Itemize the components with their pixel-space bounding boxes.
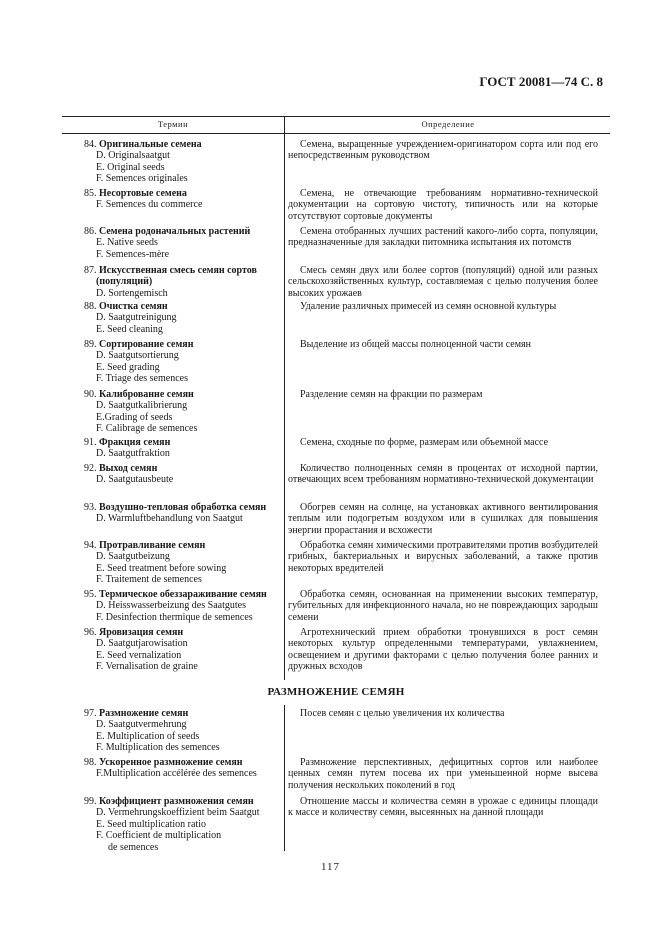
definition-96: Агротехнический прием обработки тронувшихся в рост семян некоторых культур определенными температурами, увлажнением, освещением и другими факторами с целью получения более ранних и дружных всходов [288, 627, 598, 673]
term-entry-87: 87. Искусственная смесь семян сортов (популяций) D. Sortengemisch [84, 265, 257, 299]
term-entry-91: 91. Фракция семян D. Saatgutfraktion [84, 437, 171, 460]
term-name: Сортирование семян [99, 339, 194, 350]
term-name: Семена родоначальных растений [99, 226, 251, 237]
definition-93: Обогрев семян на солнце, на установках активного вентилирования теплым или подогретым воздухом или в сушилках для повышения энергии прорастания и всхожести [288, 502, 598, 536]
column-divider-lower [284, 705, 285, 851]
definition-85: Семена, не отвечающие требованиям нормативно-технической документации на сортовую чистоту, типичность или на которые отсутствуют сортовые документы [288, 188, 598, 222]
definition-94: Обработка семян химическими протравителями против возбудителей грибных, бактериальных и вирусных заболеваний, а также против некоторых вредителей [288, 540, 598, 574]
term-entry-89: 89. Сортирование семян D. Saatgutsortierung E. Seed grading F. Triage des semences [84, 339, 194, 385]
table-header [62, 116, 610, 134]
term-name: Ускоренное размножение семян [99, 757, 243, 768]
term-entry-95: 95. Термическое обеззараживание семян D. Heisswasserbeizung des Saatgutes F. Desinfection thermique de semences [84, 589, 267, 623]
definition-97: Посев семян с целью увеличения их количества [300, 708, 505, 719]
term-name: Оригинальные семена [99, 139, 202, 150]
definition-90: Разделение семян на фракции по размерам [300, 389, 483, 400]
definition-column-header: Определение [421, 119, 475, 129]
term-name: Яровизация семян [99, 627, 184, 638]
term-entry-93: 93. Воздушно-тепловая обработка семян D. Warmluftbehandlung von Saatgut [84, 502, 267, 525]
term-name: Коэффициент размножения семян [99, 796, 254, 807]
term-entry-90: 90. Калиброванне семян D. Saatgutkalibrierung E.Grading of seeds F. Calibrage de semences [84, 389, 198, 435]
term-name: Воздушно-тепловая обработка семян [99, 502, 267, 513]
term-entry-99: 99. Коэффициент размножения семян D. Vermehrungskoeffizient beim Saatgut E. Seed multiplication ratio F. Coefficient de multiplication de semences [84, 796, 260, 853]
definition-99: Отношение массы и количества семян в урожае с единицы площади к массе и количеству семян, высеянных на данной площади [288, 796, 598, 819]
term-entry-88: 88. Очистка семян D. Saatgutreinigung E. Seed cleaning [84, 301, 177, 335]
definition-98: Размножение перспективных, дефицитных сортов или наиболее ценных семян путем посева их при уменьшенной норме высева получения нескольких поколений в год [288, 757, 598, 791]
definition-84: Семена, выращенные учреждением-оригинатором сорта или под его непосредственным руководством [288, 139, 598, 162]
definition-86: Семена отобранных лучших растений какого-либо сорта, популяции, предназначенные для закладки питомника испытания их потомств [288, 226, 598, 249]
term-name: Очистка семян [99, 301, 168, 312]
term-entry-86: 86. Семена родоначальных растений E. Native seeds F. Semences-mère [84, 226, 251, 260]
term-name: Калиброванне семян [99, 389, 194, 400]
term-name: Фракция семян [99, 437, 171, 448]
term-column-header: Термин [157, 119, 189, 129]
page-number: 117 [320, 861, 341, 873]
term-entry-92: 92. Выход семян D. Saatgutausbeute [84, 463, 174, 486]
term-entry-84: 84. Оригинальные семена D. Originalsaatgut E. Original seeds F. Semences originales [84, 139, 202, 185]
term-entry-96: 96. Яровизация семян D. Saatgutjarowisation E. Seed vernalization F. Vernalisation de graine [84, 627, 198, 673]
term-name: Выход семян [99, 463, 158, 474]
term-entry-98: 98. Ускоренное размножение семян F.Multiplication accélérée des semences [84, 757, 257, 780]
definition-89: Выделение из общей массы полноценной части семян [300, 339, 531, 350]
term-name: Термическое обеззараживание семян [99, 589, 267, 600]
header-divider [284, 117, 285, 133]
definition-88: Удаление различных примесей из семян основной культуры [300, 301, 557, 312]
definition-87: Смесь семян двух или более сортов (популяций) одной или разных сельскохозяйственных культур, составляемая с целью получения более высоких урожаев [288, 265, 598, 299]
term-entry-85: 85. Несортовые семена F. Semences du commerce [84, 188, 203, 211]
definition-92: Количество полноценных семян в процентах от исходной партии, отвечающих всем требованиям нормативно-технической документации [288, 463, 598, 486]
term-entry-94: 94. Протравливание семян D. Saatgutbeizung E. Seed treatment before sowing F. Traitement de semences [84, 540, 227, 586]
definition-91: Семена, сходные по форме, размерам или объемной массе [300, 437, 549, 448]
term-name: Размножение семян [99, 708, 189, 719]
term-name: Протравливание семян [99, 540, 206, 551]
section-title: РАЗМНОЖЕНИЕ СЕМЯН [267, 686, 405, 698]
term-entry-97: 97. Размножение семян D. Saatgutvermehrung E. Multiplication of seeds F. Multiplication des semences [84, 708, 220, 754]
term-name: Искусственная смесь семян сортов [99, 265, 257, 276]
term-name: Несортовые семена [99, 188, 187, 199]
definition-95: Обработка семян, основанная на применении высоких температур, губительных для инфекционного начала, но не повреждающих зародыш семени [288, 589, 598, 623]
column-divider-upper [284, 132, 285, 680]
document-header: ГОСТ 20081—74 С. 8 [479, 74, 603, 89]
